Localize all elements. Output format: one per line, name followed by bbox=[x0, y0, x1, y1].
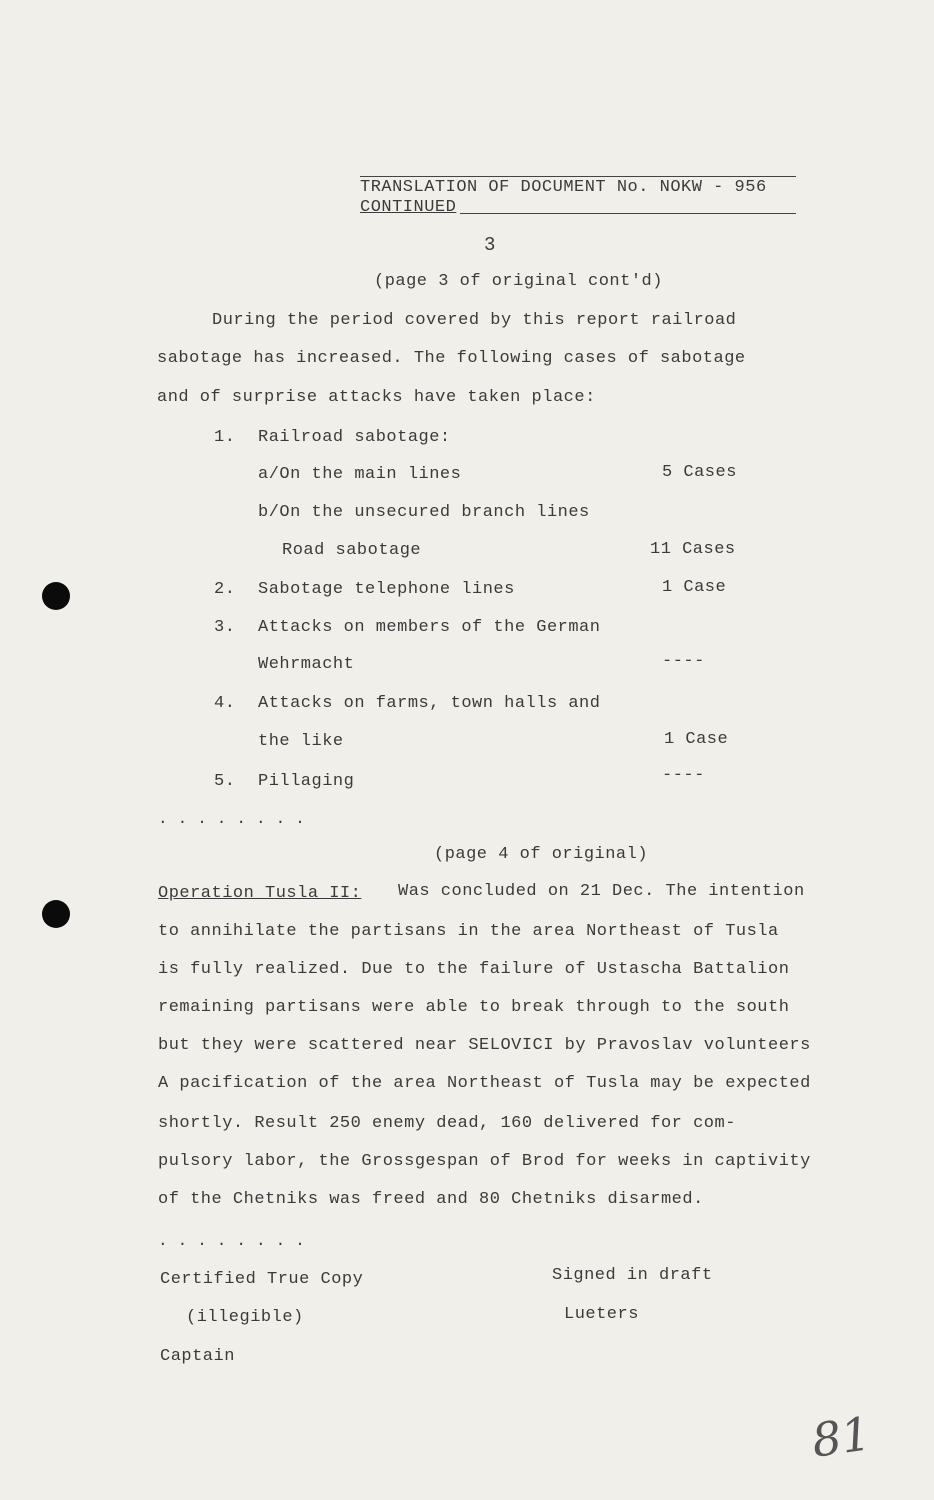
intro-line-2: sabotage has increased. The following cases of sabotage bbox=[157, 349, 746, 368]
intro-line-1: During the period covered by this report railroad bbox=[212, 311, 737, 330]
signatory-name: Lueters bbox=[564, 1305, 639, 1324]
item-1-text: Railroad sabotage: bbox=[258, 428, 451, 447]
item-3-text-cont: Wehrmacht bbox=[258, 655, 355, 674]
operation-title: Operation Tusla II: bbox=[158, 884, 362, 903]
punch-hole-top bbox=[42, 582, 70, 610]
item-4-text: Attacks on farms, town halls and bbox=[258, 694, 601, 713]
operation-line-1: Was concluded on 21 Dec. The intention bbox=[398, 882, 805, 901]
page-number: 3 bbox=[484, 234, 496, 256]
punch-hole-bottom bbox=[42, 900, 70, 928]
operation-line-7: shortly. Result 250 enemy dead, 160 delivered for com- bbox=[158, 1114, 736, 1133]
item-1b-text: b/On the unsecured branch lines bbox=[258, 503, 590, 522]
item-road-value: 11 Cases bbox=[650, 540, 736, 559]
ellipsis-1: ........ bbox=[158, 810, 315, 828]
item-3-number: 3. bbox=[214, 618, 236, 637]
handwritten-page-number: 81 bbox=[808, 1406, 875, 1468]
item-2-number: 2. bbox=[214, 580, 236, 599]
item-1a-value: 5 Cases bbox=[662, 463, 737, 482]
certifier-illegible: (illegible) bbox=[186, 1308, 304, 1327]
certified-true-copy: Certified True Copy bbox=[160, 1270, 364, 1289]
item-2-text: Sabotage telephone lines bbox=[258, 580, 515, 599]
operation-line-9: of the Chetniks was freed and 80 Chetniks disarmed. bbox=[158, 1190, 704, 1209]
header-title: TRANSLATION OF DOCUMENT No. NOKW - 956 bbox=[360, 178, 767, 197]
item-road-text: Road sabotage bbox=[282, 541, 422, 560]
operation-line-8: pulsory labor, the Grossgespan of Brod for weeks in captivity bbox=[158, 1152, 811, 1171]
ellipsis-2: ........ bbox=[158, 1232, 315, 1250]
item-2-value: 1 Case bbox=[662, 578, 727, 597]
operation-line-5: but they were scattered near SELOVICI by Pravoslav volunteers bbox=[158, 1036, 811, 1055]
item-5-value: ---- bbox=[662, 766, 705, 785]
header-continued: CONTINUED bbox=[360, 198, 457, 217]
item-5-number: 5. bbox=[214, 772, 236, 791]
item-1a-text: a/On the main lines bbox=[258, 465, 462, 484]
item-4-value: 1 Case bbox=[664, 730, 729, 749]
header-rule-top bbox=[360, 176, 796, 177]
certifier-rank: Captain bbox=[160, 1347, 235, 1366]
page4-note: (page 4 of original) bbox=[434, 845, 649, 864]
item-3-value: ---- bbox=[662, 652, 705, 671]
page3-note: (page 3 of original cont'd) bbox=[374, 272, 663, 291]
item-4-number: 4. bbox=[214, 694, 236, 713]
item-1-number: 1. bbox=[214, 428, 236, 447]
operation-line-3: is fully realized. Due to the failure of Ustascha Battalion bbox=[158, 960, 790, 979]
operation-line-2: to annihilate the partisans in the area Northeast of Tusla bbox=[158, 922, 779, 941]
item-5-text: Pillaging bbox=[258, 772, 355, 791]
item-4-text-cont: the like bbox=[258, 732, 344, 751]
item-3-text: Attacks on members of the German bbox=[258, 618, 601, 637]
header-rule-bottom bbox=[460, 213, 796, 214]
operation-line-4: remaining partisans were able to break through to the south bbox=[158, 998, 790, 1017]
signed-in-draft: Signed in draft bbox=[552, 1266, 713, 1285]
intro-line-3: and of surprise attacks have taken place: bbox=[157, 388, 596, 407]
operation-line-6: A pacification of the area Northeast of Tusla may be expected bbox=[158, 1074, 811, 1093]
